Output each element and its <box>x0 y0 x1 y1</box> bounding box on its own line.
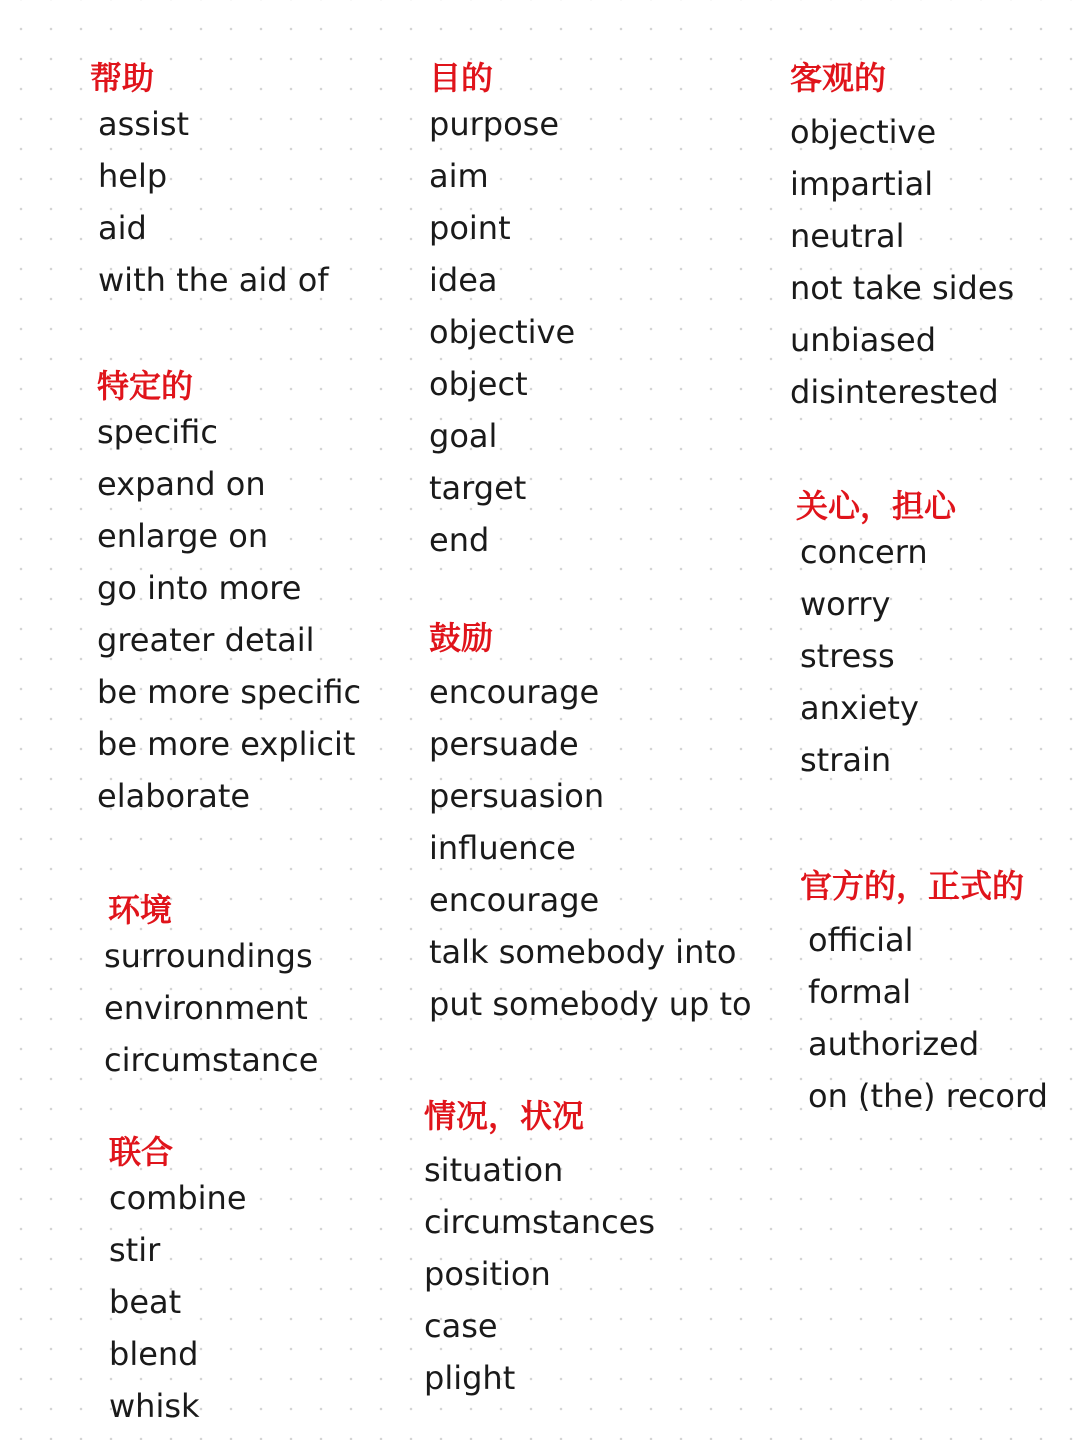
section-combine <box>109 1132 247 1432</box>
word-item: put somebody up to <box>429 985 752 1023</box>
word-item: go into more <box>97 569 302 607</box>
section-situation <box>424 1096 655 1404</box>
word-item: encourage <box>429 881 600 919</box>
section-heading: 客观的 <box>790 59 887 97</box>
word-item: assist <box>98 105 190 143</box>
word-item: stress <box>800 637 895 675</box>
word-item: impartial <box>790 165 934 203</box>
section-official <box>800 866 1048 1122</box>
word-item: unbiased <box>790 321 937 359</box>
word-item: position <box>424 1255 551 1293</box>
word-item: objective <box>790 113 937 151</box>
word-item: aim <box>429 157 489 195</box>
section-heading: 官方的，正式的 <box>800 867 1025 905</box>
word-item: encourage <box>429 673 600 711</box>
word-item: whisk <box>109 1387 200 1425</box>
word-item: persuade <box>429 725 579 763</box>
section-heading: 鼓励 <box>429 619 494 657</box>
section-objective <box>790 58 1014 418</box>
word-item: circumstances <box>424 1203 656 1241</box>
word-item: aid <box>98 209 147 247</box>
word-item: stir <box>109 1231 161 1269</box>
word-item: on (the) record <box>808 1077 1048 1115</box>
word-item: surroundings <box>104 937 313 975</box>
word-item: worry <box>800 585 891 623</box>
word-item: blend <box>109 1335 199 1373</box>
word-item: purpose <box>429 105 559 143</box>
word-item: strain <box>800 741 892 779</box>
word-item: point <box>429 209 511 247</box>
word-item: with the aid of <box>98 261 329 299</box>
section-heading: 环境 <box>108 891 173 929</box>
word-item: beat <box>109 1283 182 1321</box>
section-heading: 目的 <box>429 59 494 97</box>
word-item: expand on <box>97 465 266 503</box>
word-item: persuasion <box>429 777 605 815</box>
word-item: environment <box>104 989 308 1027</box>
section-heading: 特定的 <box>97 367 194 405</box>
section-concern <box>796 486 956 786</box>
section-heading: 关心，担心 <box>796 487 957 525</box>
section-heading: 情况，状况 <box>424 1097 585 1135</box>
word-item: objective <box>429 313 576 351</box>
word-item: object <box>429 365 528 403</box>
word-item: talk somebody into <box>429 933 737 971</box>
section-purpose <box>429 58 575 566</box>
word-item: goal <box>429 417 498 455</box>
word-item: case <box>424 1307 498 1345</box>
section-encourage <box>429 618 752 1030</box>
word-item: end <box>429 521 490 559</box>
word-item: concern <box>800 533 928 571</box>
word-item: situation <box>424 1151 564 1189</box>
word-item: combine <box>109 1179 247 1217</box>
word-item: authorized <box>808 1025 980 1063</box>
word-item: elaborate <box>97 777 251 815</box>
word-item: specific <box>97 413 218 451</box>
word-item: target <box>429 469 527 507</box>
word-item: neutral <box>790 217 905 255</box>
word-item: official <box>808 921 914 959</box>
word-item: plight <box>424 1359 516 1397</box>
section-heading: 联合 <box>109 1133 174 1171</box>
word-item: be more explicit <box>97 725 356 763</box>
word-item: greater detail <box>97 621 315 659</box>
word-item: help <box>98 157 168 195</box>
section-specific <box>97 366 361 822</box>
word-item: anxiety <box>800 689 919 727</box>
word-item: idea <box>429 261 498 299</box>
word-item: formal <box>808 973 912 1011</box>
section-help <box>90 58 329 306</box>
word-item: enlarge on <box>97 517 269 555</box>
section-heading: 帮助 <box>90 59 155 97</box>
section-environment <box>104 890 318 1086</box>
word-item: influence <box>429 829 576 867</box>
word-item: circumstance <box>104 1041 319 1079</box>
word-item: not take sides <box>790 269 1015 307</box>
word-item: be more specific <box>97 673 362 711</box>
word-item: disinterested <box>790 373 999 411</box>
